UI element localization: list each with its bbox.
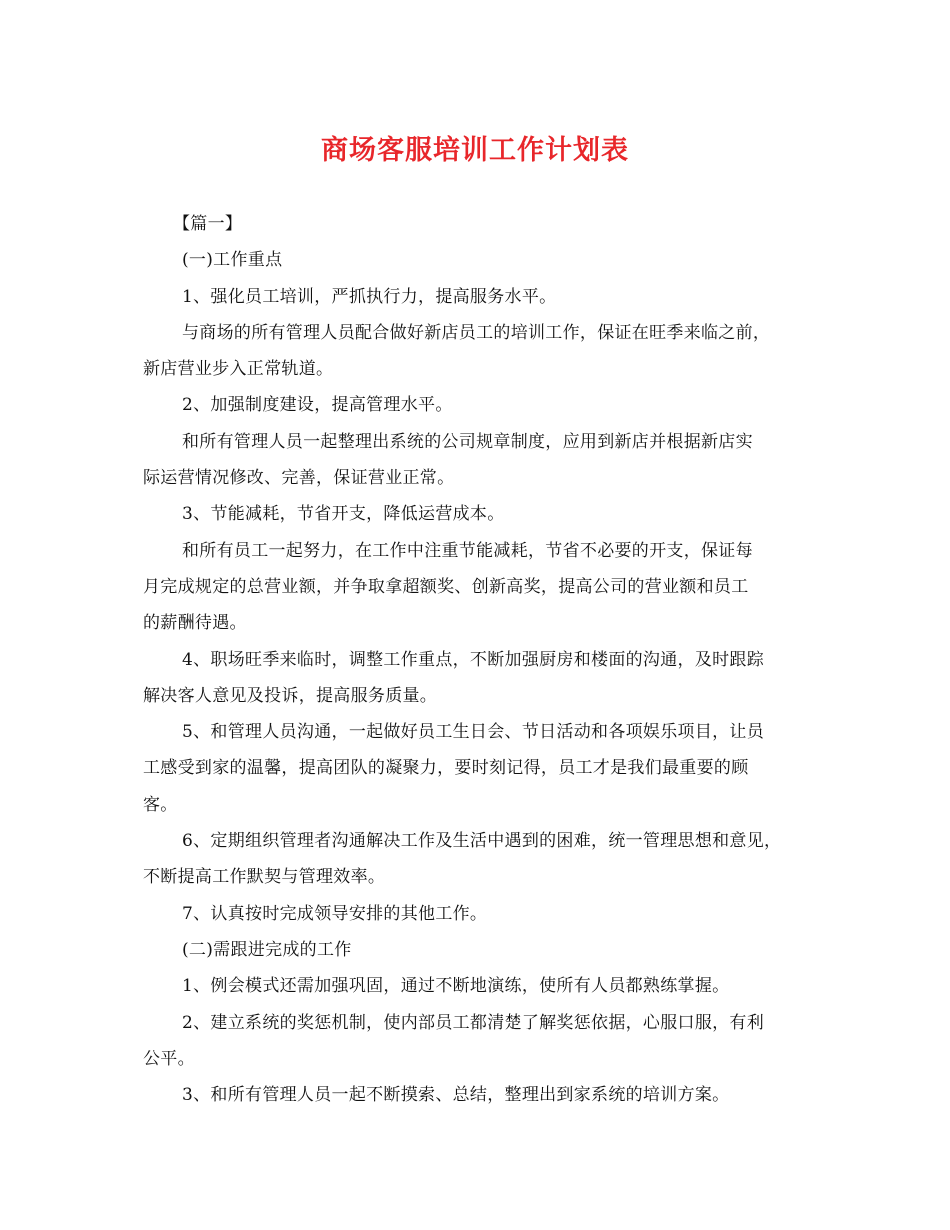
paragraph-line: 2、建立系统的奖惩机制，使内部员工都清楚了解奖惩依据，心服口服，有利: [182, 1012, 765, 1033]
section-heading: 【篇一】: [173, 214, 243, 234]
paragraph-line: (二)需跟进完成的工作: [182, 939, 352, 960]
paragraph-line: (一)工作重点: [182, 250, 283, 271]
paragraph-line: 5、和管理人员沟通，一起做好员工生日会、节日活动和各项娱乐项目，让员: [182, 722, 765, 743]
paragraph-line: 解决客人意见及投诉，提高服务质量。: [143, 685, 438, 706]
paragraph-line: 与商场的所有管理人员配合做好新店员工的培训工作，保证在旺季来临之前，: [182, 322, 771, 343]
paragraph-line: 7、认真按时完成领导安排的其他工作。: [182, 903, 488, 924]
paragraph-line: 的薪酬待遇。: [143, 613, 247, 634]
paragraph-line: 2、加强制度建设，提高管理水平。: [182, 395, 453, 416]
paragraph-line: 1、例会模式还需加强巩固，通过不断地演练，使所有人员都熟练掌握。: [182, 976, 730, 997]
document-body: [143, 206, 811, 1113]
paragraph-line: 不断提高工作默契与管理效率。: [143, 867, 386, 888]
paragraph-line: 际运营情况修改、完善，保证营业正常。: [143, 468, 455, 489]
paragraph-line: 和所有管理人员一起整理出系统的公司规章制度，应用到新店并根据新店实: [182, 431, 753, 452]
paragraph-line: 公平。: [143, 1048, 195, 1069]
paragraph-line: 月完成规定的总营业额，并争取拿超额奖、创新高奖，提高公司的营业额和员工: [143, 576, 749, 597]
paragraph-line: 客。: [143, 794, 178, 815]
paragraph-line: 6、定期组织管理者沟通解决工作及生活中遇到的困难，统一管理思想和意见，: [182, 831, 782, 852]
paragraph-line: 4、职场旺季来临时，调整工作重点，不断加强厨房和楼面的沟通，及时跟踪: [182, 649, 765, 670]
paragraph-line: 和所有员工一起努力，在工作中注重节能减耗，节省不必要的开支，保证每: [182, 540, 753, 561]
paragraph-line: 新店营业步入正常轨道。: [143, 359, 334, 380]
document-title: 商场客服培训工作计划表: [321, 135, 629, 166]
paragraph-line: 1、强化员工培训，严抓执行力，提高服务水平。: [182, 286, 557, 307]
paragraph-line: 3、和所有管理人员一起不断摸索、总结，整理出到家系统的培训方案。: [182, 1085, 730, 1106]
paragraph-line: 3、节能减耗，节省开支，降低运营成本。: [182, 504, 505, 525]
paragraph-line: 工感受到家的温馨，提高团队的凝聚力，要时刻记得，员工才是我们最重要的顾: [143, 758, 749, 779]
